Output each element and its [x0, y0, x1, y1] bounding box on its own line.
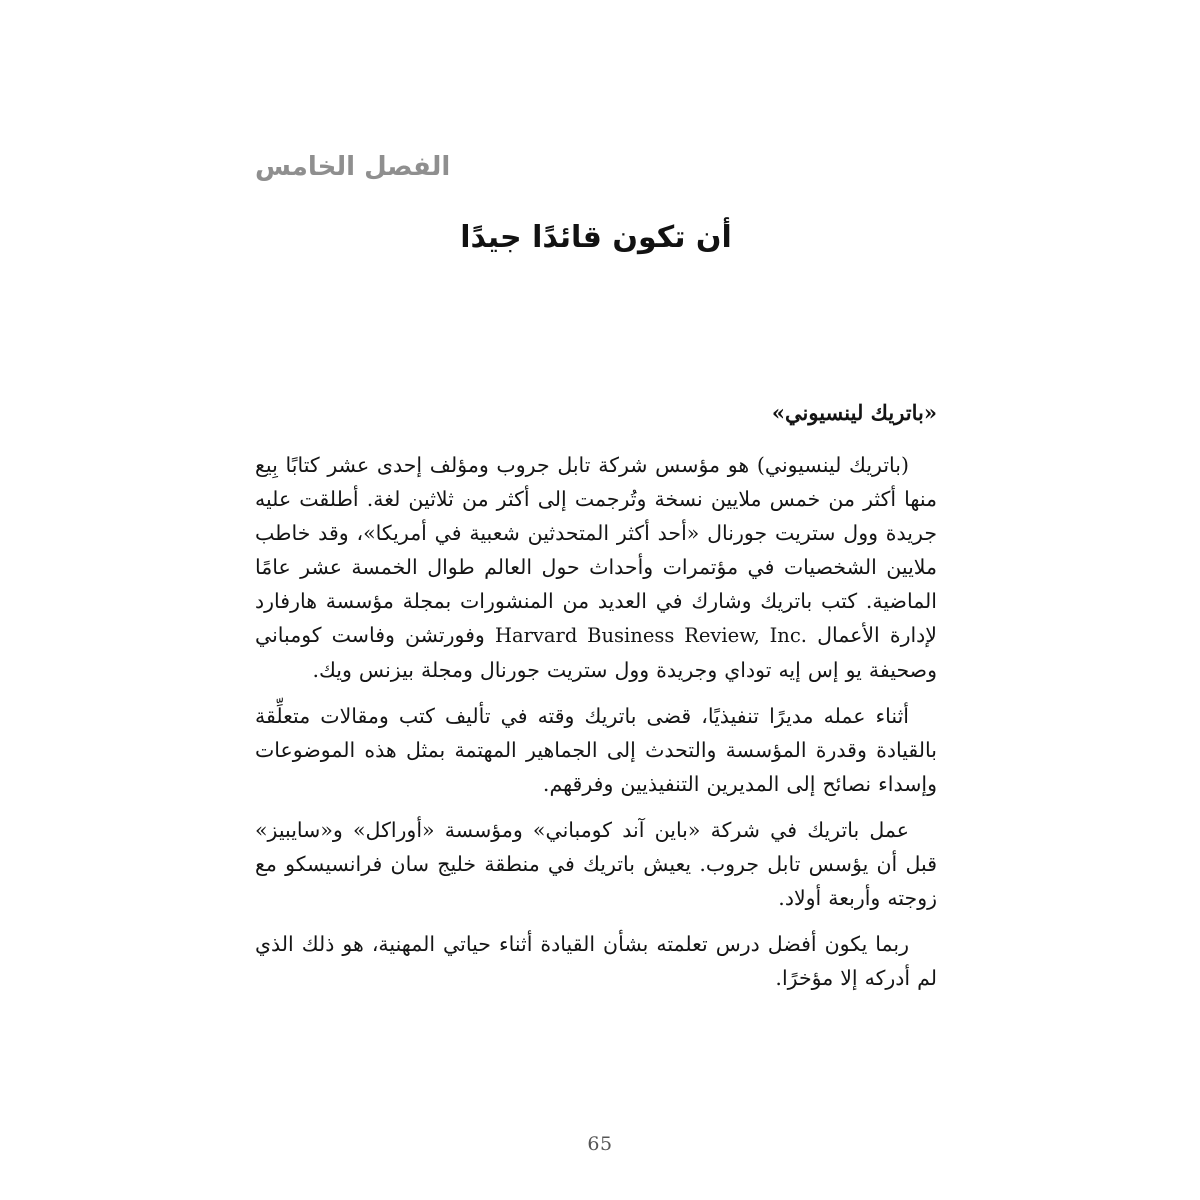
- chapter-label: [255, 152, 937, 183]
- page-title: أن تكون قائدًا جيدًا: [460, 220, 732, 256]
- paragraph-2: أثناء عمله مديرًا تنفيذيًا، قضى باتريك وقته في تأليف كتب ومقالات متعلِّقة بالقيادة وقدرة المؤسسة والتحدث إلى الجماهير المهتمة بمثل هذه الموضوعات وإسداء نصائح إلى المديرين التنفيذيين وفرقهم.: [255, 704, 937, 796]
- paragraph-4: ربما يكون أفضل درس تعلمته بشأن القيادة أثناء حياتي المهنية، هو ذلك الذي لم أدركه إلا مؤخرًا.: [255, 932, 937, 990]
- latin-run: Harvard Business Review, Inc.: [494, 624, 807, 647]
- page-number: 65: [587, 1133, 613, 1155]
- paragraph-3: عمل باتريك في شركة «باين آند كومباني» ومؤسسة «أوراكل» و«سايبيز» قبل أن يؤسس تابل جروب. يعيش باتريك في منطقة خليج سان فرانسيسكو مع زوجته وأربعة أولاد.: [255, 818, 937, 910]
- paragraph-1: (باتريك لينسيوني) هو مؤسس شركة تابل جروب ومؤلف إحدى عشر كتابًا بِيع منها أكثر من خمس ملايين نسخة وتُرجمت إلى أكثر من ثلاثين لغة. أطلقت عليه جريدة وول ستريت جورنال «أحد أكثر المتحدثين شعبية في أمريكا»، وقد خاطب ملايين الشخصيات في مؤتمرات وأحداث حول العالم طوال الخمسة عشر عامًا الماضية. كتب باتريك وشارك في العديد من المنشورات بمجلة مؤسسة هارفارد لإدارة الأعمال Harvard Business Review, Inc. وفورتشن وفاست كومباني وصحيفة يو إس إيه توداي وجريدة وول ستريت جورنال ومجلة بيزنس ويك.: [255, 453, 937, 682]
- body-text: [255, 448, 937, 995]
- chapter-label-text: الفصل الخامس: [255, 152, 451, 182]
- author-subheading: «باتريك لينسيوني»: [771, 400, 937, 425]
